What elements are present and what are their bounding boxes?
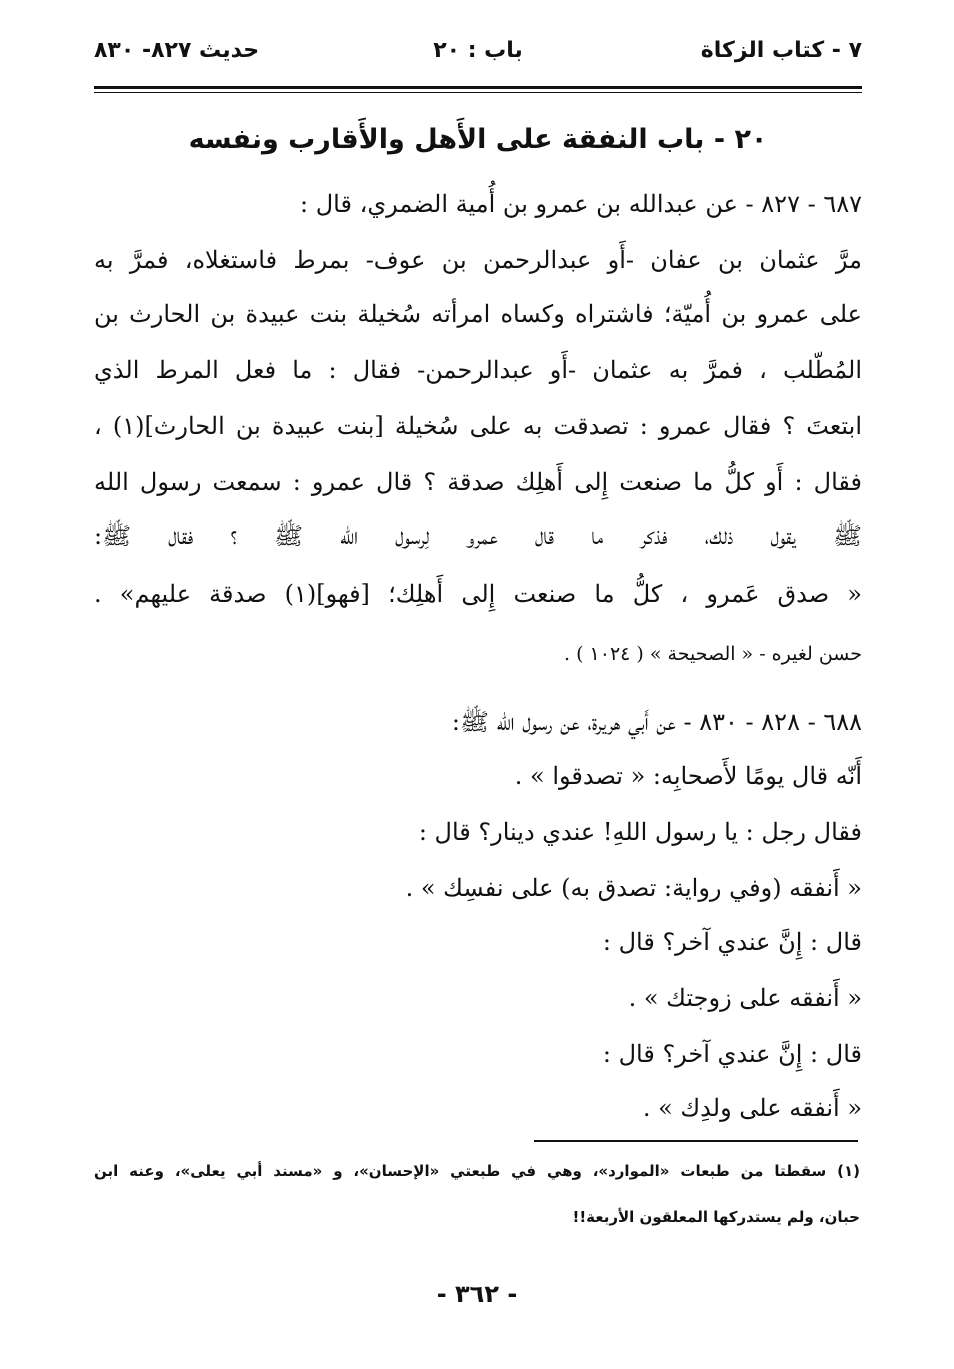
text-line: فقال : أَو كلُّ ما صنعت إِلى أَهلِك صدقة ؟ قال عمرو : سمعت رسول الله [94, 468, 862, 496]
text-line: ابتعتَ ؟ فقال عمرو : تصدقت به على سُخيلة [بنت عبيدة بن الحارث](١) ، [94, 412, 862, 440]
header-bab: باب : ٢٠ [433, 38, 523, 63]
text-line: ﷺ يقول ذلك، فذكر ما قال عمرو لِرسول الله ﷺ ؟ فقال ﷺ: [94, 522, 862, 550]
text-line: فقال رجل : يا رسول اللهِ! عندي دينار؟ قال : [418, 818, 862, 846]
text-line: « صدق عَمرو ، كلُّ ما صنعت إِلى أَهلِك؛ [فهو](١) صدقة عليهم» . [94, 580, 862, 608]
text-line: « أَنفقه على ولدِك » . [642, 1094, 862, 1122]
text-line: « أَنفقه (وفي رواية: تصدق به) على نفسِك » . [405, 874, 862, 902]
footnote-line: (١) سقطتا من طبعات «الموارد»، وهي في طبعتي «الإحسان»، و «مسند أبي يعلى»، وعنه ابن [94, 1162, 860, 1180]
page-number: - ٣٦٢ - [436, 1280, 518, 1308]
footnote-rule [534, 1140, 858, 1142]
header-chapter: ٧ - كتاب الزكاة [700, 38, 862, 63]
hadith-687-heading: ٦٨٧ - ٨٢٧ - عن عبدالله بن عمرو بن أُمية الضمري، قال : [300, 190, 862, 218]
text-line: على عمرو بن أُميّة؛ فاشتراه وكساه امرأته سُخيلة بنت عبيدة بن الحارث بن [94, 300, 862, 328]
header-rule-thick [94, 86, 862, 89]
hadith-688-heading: ٦٨٨ - ٨٢٨ - ٨٣٠ - عن أَبي هريرة، عن رسول الله ﷺ: [451, 708, 862, 736]
header-hadith-range: حديث ٨٢٧- ٨٣٠ [94, 38, 260, 63]
running-header [94, 38, 862, 78]
text-line: « أَنفقه على زوجتك » . [628, 984, 862, 1012]
text-line: قال : إِنَّ عندي آخر؟ قال : [602, 928, 862, 956]
text-line: أَنّه قال يومًا لأَصحابِه: « تصدقوا » . [514, 762, 862, 790]
text-line: مرَّ عثمان بن عفان -أَو عبدالرحمن بن عوف- بمرط فاستغلاه، فمرَّ به [94, 246, 862, 274]
footnote-line: حبان، ولم يستدركها المعلقون الأربعة!! [572, 1208, 860, 1226]
text-line: قال : إِنَّ عندي آخر؟ قال : [602, 1040, 862, 1068]
text-line: المُطّلب ، فمرَّ به عثمان -أَو عبدالرحمن- فقال : ما فعل المرط الذي [94, 356, 862, 384]
chapter-title: ٢٠ - باب النفقة على الأَهل والأَقارب ونفسه [188, 124, 768, 155]
header-rule-thin [94, 92, 862, 93]
grading-note: حسن لغيره - « الصحيحة » ( ١٠٢٤ ) . [564, 643, 862, 665]
